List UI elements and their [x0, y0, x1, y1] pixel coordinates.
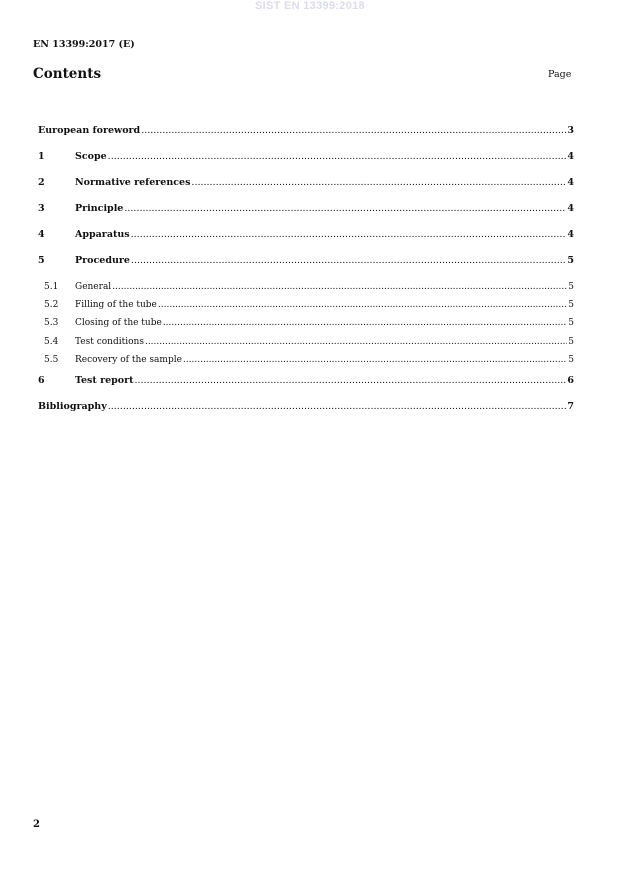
toc-entry-title: Scope [75, 151, 107, 162]
toc-entry-number: 4 [38, 229, 45, 240]
contents-heading: Contents [33, 66, 102, 82]
toc-entry-title: Recovery of the sample [75, 355, 182, 365]
toc-entry-apparatus[interactable] [38, 229, 574, 240]
toc-entry-page: 4 [567, 177, 574, 188]
toc-entry-number: 1 [38, 151, 45, 162]
toc-entry-page: 6 [567, 375, 574, 386]
dot-leader [135, 375, 567, 386]
dot-leader [158, 300, 567, 310]
toc-entry-number: 5.2 [44, 300, 59, 310]
toc-entry-number: 6 [38, 375, 45, 386]
toc-entry-bibliography[interactable] [38, 401, 574, 412]
toc-entry-page: 5 [568, 318, 574, 328]
toc-entry-general[interactable] [38, 282, 574, 292]
toc-entry-test-conditions[interactable] [38, 337, 574, 347]
toc-entry-number: 5.4 [44, 337, 59, 347]
toc-entry-filling-of-the-tube[interactable] [38, 300, 574, 310]
toc-entry-title: General [75, 282, 112, 292]
document-id: EN 13399:2017 (E) [33, 39, 135, 50]
toc-entry-page: 5 [568, 355, 574, 365]
dot-leader [145, 337, 567, 347]
page-column-label: Page [548, 69, 572, 80]
toc-entry-title: Principle [75, 203, 124, 214]
dot-leader [112, 282, 567, 292]
toc-entry-test-report[interactable] [38, 375, 574, 386]
toc-entry-page: 7 [567, 401, 574, 412]
watermark-text: SIST EN 13399:2018 [255, 0, 365, 12]
toc-entry-principle[interactable] [38, 203, 574, 214]
toc-entry-number: 3 [38, 203, 45, 214]
dot-leader [108, 401, 567, 412]
toc-entry-title: Bibliography [38, 401, 107, 412]
toc-entry-title: Apparatus [75, 229, 130, 240]
toc-entry-page: 3 [567, 125, 574, 136]
dot-leader [163, 318, 567, 328]
toc-entry-title: Closing of the tube [75, 318, 162, 328]
toc-entry-number: 5.5 [44, 355, 59, 365]
toc-entry-number: 5.3 [44, 318, 59, 328]
toc-entry-number: 2 [38, 177, 45, 188]
dot-leader [124, 203, 566, 214]
toc-entry-european-foreword[interactable] [38, 125, 574, 136]
toc-entry-number: 5.1 [44, 282, 59, 292]
toc-entry-page: 4 [567, 203, 574, 214]
toc-entry-scope[interactable] [38, 151, 574, 162]
toc-entry-page: 5 [567, 255, 574, 266]
toc-entry-closing-of-the-tube[interactable] [38, 318, 574, 328]
dot-leader [131, 255, 566, 266]
toc-entry-title: Test conditions [75, 337, 144, 347]
toc-entry-page: 4 [567, 229, 574, 240]
toc-entry-title: Test report [75, 375, 134, 386]
toc-entry-title: Filling of the tube [75, 300, 157, 310]
toc-entry-number: 5 [38, 255, 45, 266]
toc-entry-title: European foreword [38, 125, 141, 136]
dot-leader [141, 125, 566, 136]
toc-entry-page: 5 [568, 337, 574, 347]
dot-leader [108, 151, 567, 162]
toc-entry-page: 5 [568, 282, 574, 292]
toc-entry-title: Procedure [75, 255, 130, 266]
dot-leader [183, 355, 567, 365]
toc-entry-page: 4 [567, 151, 574, 162]
dot-leader [191, 177, 566, 188]
dot-leader [131, 229, 567, 240]
toc-entry-normative-references[interactable] [38, 177, 574, 188]
toc-entry-page: 5 [568, 300, 574, 310]
toc-entry-title: Normative references [75, 177, 191, 188]
toc-entry-recovery-of-the-sample[interactable] [38, 355, 574, 365]
page-number: 2 [33, 819, 40, 830]
toc-entry-procedure[interactable] [38, 255, 574, 266]
